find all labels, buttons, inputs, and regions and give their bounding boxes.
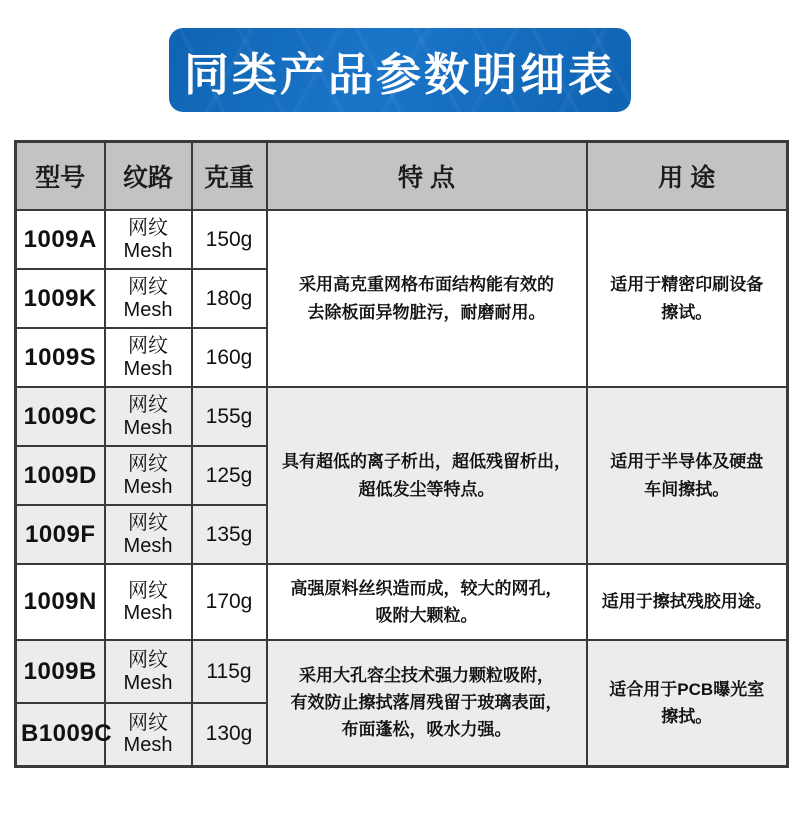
model-cell: B1009C bbox=[16, 703, 105, 766]
texture-cell bbox=[105, 328, 192, 387]
texture-en: Mesh bbox=[123, 239, 173, 262]
table-row bbox=[16, 564, 788, 640]
texture-cn: 网纹 bbox=[128, 512, 168, 535]
title-banner bbox=[169, 28, 631, 112]
usage-cell bbox=[587, 210, 788, 387]
texture-en: Mesh bbox=[123, 602, 173, 624]
feature-line: 有效防止擦拭落屑残留于玻璃表面， bbox=[290, 693, 563, 713]
table-row bbox=[16, 210, 788, 269]
model-cell: 1009K bbox=[16, 269, 105, 328]
feature-line: 超低发尘等特点。 bbox=[358, 479, 495, 499]
usage-line: 适用于半导体及硬盘 bbox=[610, 452, 764, 472]
texture-cell bbox=[105, 269, 192, 328]
texture-cell bbox=[105, 640, 192, 703]
weight-cell: 130g bbox=[192, 703, 267, 766]
texture-en: Mesh bbox=[123, 534, 173, 557]
table-container bbox=[14, 140, 786, 768]
weight-cell: 160g bbox=[192, 328, 267, 387]
feature-cell bbox=[267, 210, 587, 387]
model-cell: 1009D bbox=[16, 446, 105, 505]
texture-cell bbox=[105, 210, 192, 269]
feature-cell bbox=[267, 564, 587, 640]
texture-cell bbox=[105, 703, 192, 766]
texture-en: Mesh bbox=[123, 357, 173, 380]
usage-line: 擦拭。 bbox=[661, 706, 713, 726]
texture-en: Mesh bbox=[123, 416, 173, 439]
texture-cn: 网纹 bbox=[128, 649, 168, 672]
texture-cn: 网纹 bbox=[128, 453, 168, 476]
usage-line: 适合用于PCB曝光室 bbox=[609, 679, 765, 699]
weight-cell: 115g bbox=[192, 640, 267, 703]
feature-line: 采用高克重网格布面结构能有效的 bbox=[299, 275, 554, 295]
model-cell: 1009S bbox=[16, 328, 105, 387]
header-weight: 克重 bbox=[192, 142, 267, 211]
texture-cell bbox=[105, 446, 192, 505]
weight-cell: 150g bbox=[192, 210, 267, 269]
feature-cell bbox=[267, 387, 587, 564]
texture-en: Mesh bbox=[123, 671, 173, 694]
header-features: 特 点 bbox=[267, 142, 587, 211]
model-cell: 1009N bbox=[16, 564, 105, 640]
weight-cell: 135g bbox=[192, 505, 267, 564]
usage-line: 适用于擦拭残胶用途。 bbox=[601, 592, 772, 612]
texture-cn: 网纹 bbox=[128, 276, 168, 299]
model-cell: 1009F bbox=[16, 505, 105, 564]
texture-cell bbox=[105, 564, 192, 640]
usage-cell bbox=[587, 387, 788, 564]
feature-line: 采用大孔容尘技术强力颗粒吸附， bbox=[299, 665, 554, 685]
page-title: 同类产品参数明细表 bbox=[183, 48, 616, 100]
texture-cn: 网纹 bbox=[128, 579, 168, 602]
feature-cell bbox=[267, 640, 587, 766]
usage-cell bbox=[587, 640, 788, 766]
model-cell: 1009B bbox=[16, 640, 105, 703]
texture-cn: 网纹 bbox=[128, 217, 168, 240]
texture-en: Mesh bbox=[123, 475, 173, 498]
feature-line: 去除板面异物脏污，耐磨耐用。 bbox=[307, 302, 546, 322]
texture-en: Mesh bbox=[123, 734, 173, 757]
header-texture: 纹路 bbox=[105, 142, 192, 211]
weight-cell: 125g bbox=[192, 446, 267, 505]
texture-en: Mesh bbox=[123, 298, 173, 321]
table-row bbox=[16, 640, 788, 703]
feature-line: 布面蓬松，吸水力强。 bbox=[341, 720, 512, 740]
header-row bbox=[16, 142, 788, 211]
feature-line: 高强原料丝织造而成，较大的网孔， bbox=[290, 578, 563, 598]
weight-cell: 170g bbox=[192, 564, 267, 640]
usage-line: 擦试。 bbox=[661, 302, 713, 322]
feature-line: 具有超低的离子析出，超低残留析出， bbox=[282, 452, 571, 472]
weight-cell: 155g bbox=[192, 387, 267, 446]
texture-cn: 网纹 bbox=[128, 335, 168, 358]
weight-cell: 180g bbox=[192, 269, 267, 328]
header-usage: 用 途 bbox=[587, 142, 788, 211]
product-spec-table bbox=[14, 140, 789, 768]
model-cell: 1009A bbox=[16, 210, 105, 269]
feature-line: 吸附大颗粒。 bbox=[375, 606, 478, 625]
usage-line: 车间擦拭。 bbox=[644, 479, 730, 499]
table-row bbox=[16, 387, 788, 446]
texture-cn: 网纹 bbox=[128, 711, 168, 734]
header-model: 型号 bbox=[16, 142, 105, 211]
usage-line: 适用于精密印刷设备 bbox=[610, 275, 764, 295]
texture-cell bbox=[105, 387, 192, 446]
model-cell: 1009C bbox=[16, 387, 105, 446]
usage-cell bbox=[587, 564, 788, 640]
texture-cell bbox=[105, 505, 192, 564]
texture-cn: 网纹 bbox=[128, 394, 168, 417]
